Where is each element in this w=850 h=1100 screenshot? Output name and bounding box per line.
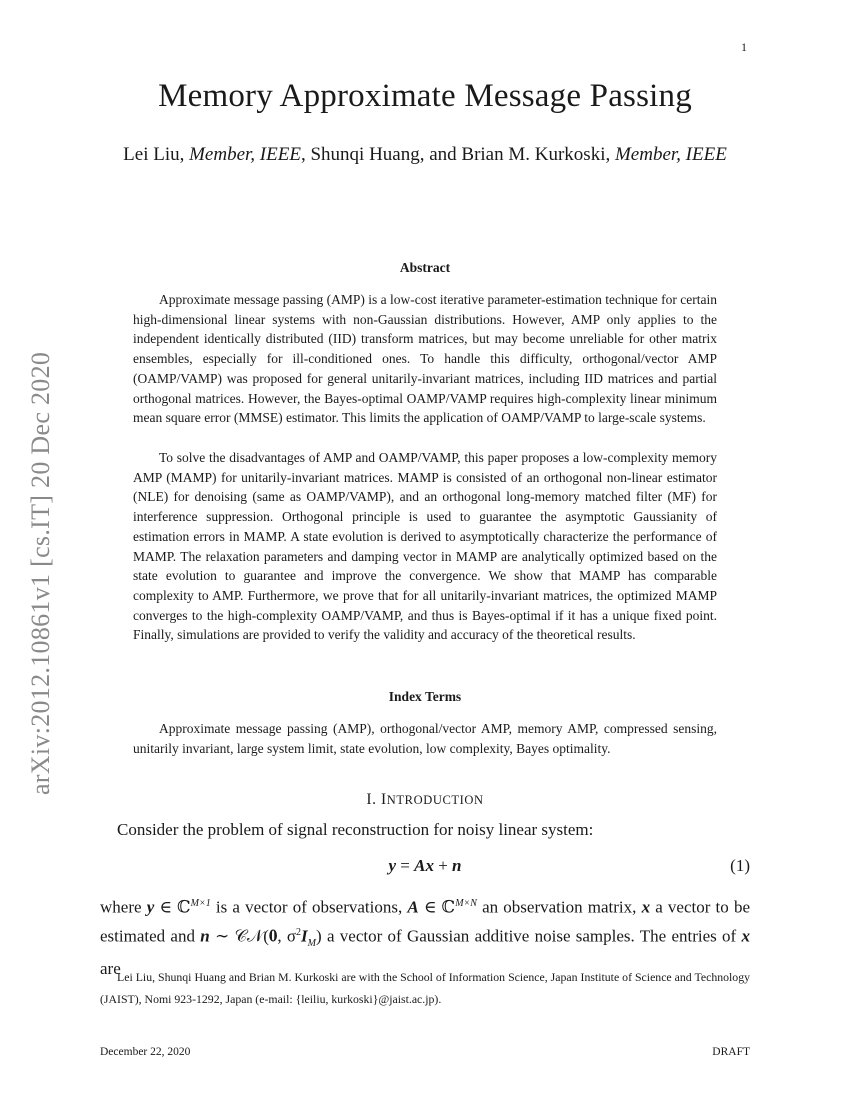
eq-x: x — [425, 856, 434, 875]
arxiv-side-stamp: arXiv:2012.10861v1 [cs.IT] 20 Dec 2020 — [26, 351, 55, 795]
section-numeral: I. — [366, 791, 382, 808]
math: ∈ ℂ — [418, 897, 456, 917]
index-terms-heading: Index Terms — [388, 689, 462, 704]
author-1-role: Member, IEEE — [189, 144, 301, 165]
math: ∼ 𝒞𝒩(𝟎, σ — [209, 926, 297, 946]
footer-draft-label: DRAFT — [712, 1046, 750, 1058]
author-affiliation-footnote: Lei Liu, Shunqi Huang and Brian M. Kurkoski are with the School of Information Science, Japan Institute of Science and Technology (JAIST), Nomi 923-1292, Japan (e-mail: {leiliu, kurkoski}@jaist.ac.jp). — [100, 970, 750, 1006]
author-2-3: , Shunqi Huang, and Brian M. Kurkoski, — [300, 144, 615, 165]
eq-plus: + — [433, 856, 453, 875]
math-I: I — [301, 926, 308, 946]
equation-body — [100, 856, 750, 876]
text: are — [100, 958, 121, 978]
math-dim: M×1 — [190, 898, 211, 909]
section-heading-introduction — [0, 791, 850, 809]
abstract-paragraph: Approximate message passing (AMP) is a low-cost iterative parameter-estimation technique for certain high-dimensional linear systems with non-Gaussian distributions. However, AMP only applies to the independent identically distributed (IID) transform matrices, but may become unreliable for other matrix ensembles, especially for ill-conditioned ones. To handle this difficulty, orthogonal/vector AMP (OAMP/VAMP) was proposed for general unitarily-invariant matrices, including IID matrices and partial orthogonal matrices. However, the Bayes-optimal OAMP/VAMP requires high-complexity linear minimum mean square error (MMSE) estimator. This limits the application of OAMP/VAMP to large-scale systems. — [133, 292, 717, 426]
eq-y: y — [388, 856, 397, 875]
math-sub: M — [307, 937, 317, 949]
paper-title: Memory Approximate Message Passing — [158, 78, 692, 114]
math-y: y — [146, 897, 155, 917]
math-sup: 2 — [296, 926, 302, 938]
text: where — [100, 897, 147, 917]
math-dim: M×N — [455, 898, 477, 909]
author-3-role: Member, IEEE — [614, 144, 727, 165]
eq-A: A — [414, 856, 426, 875]
eq-n: n — [452, 856, 462, 875]
abstract-paragraph: To solve the disadvantages of AMP and OAMP/VAMP, this paper proposes a low-complexity memory AMP (MAMP) for unitarily-invariant matrices. MAMP is consisted of an orthogonal non-linear estimator (NLE) for denoising (same as OAMP/VAMP), and an orthogonal long-memory matched filter (MF) for interference suppression. Orthogonal principle is used to guarantee the asymptotic Gaussianity of estimation errors in MAMP. A state evolution is derived to asymptotically characterize the performance of MAMP. The relaxation parameters and damping vector in MAMP are analytically optimized based on the state evolution to guarantee and improve the convergence. We show that MAMP has comparable complexity to AMP. Furthermore, we prove that for all unitarily-invariant matrices, the optimized MAMP converges to the high-complexity OAMP/VAMP, and thus is Bayes-optimal if it has a unique fixed point. Finally, simulations are provided to verify the validity and accuracy of the theoretical results. — [133, 450, 717, 643]
text: an observation matrix, — [476, 897, 642, 917]
section-title-rest: NTRODUCTION — [386, 793, 484, 807]
section-title-initial: I — [381, 791, 387, 808]
math: ∈ ℂ — [154, 897, 191, 917]
equation-1 — [100, 856, 750, 880]
text: a vector of Gaussian additive noise samples. The entries of — [321, 926, 742, 946]
intro-paragraph: Consider the problem of signal reconstruction for noisy linear system: — [117, 820, 594, 839]
math: ) — [316, 926, 322, 946]
index-terms-text: Approximate message passing (AMP), orthogonal/vector AMP, memory AMP, compressed sensing, unitarily invariant, large system limit, state evolution, low complexity, Bayes optimality. — [133, 721, 717, 756]
page-number: 1 — [741, 40, 747, 54]
math-x: x — [741, 926, 750, 946]
text: is a vector of observations, — [210, 897, 408, 917]
abstract-heading: Abstract — [399, 260, 451, 275]
math-A: A — [407, 897, 419, 917]
math-x: x — [641, 897, 651, 917]
math-n: n — [200, 926, 210, 946]
eq-equals: = — [396, 856, 415, 875]
footer-date: December 22, 2020 — [100, 1046, 191, 1058]
text: a vector to be estimated and — [100, 897, 750, 946]
equation-number: (1) — [730, 856, 750, 875]
author-line — [0, 144, 850, 166]
author-1: Lei Liu, — [123, 144, 190, 165]
